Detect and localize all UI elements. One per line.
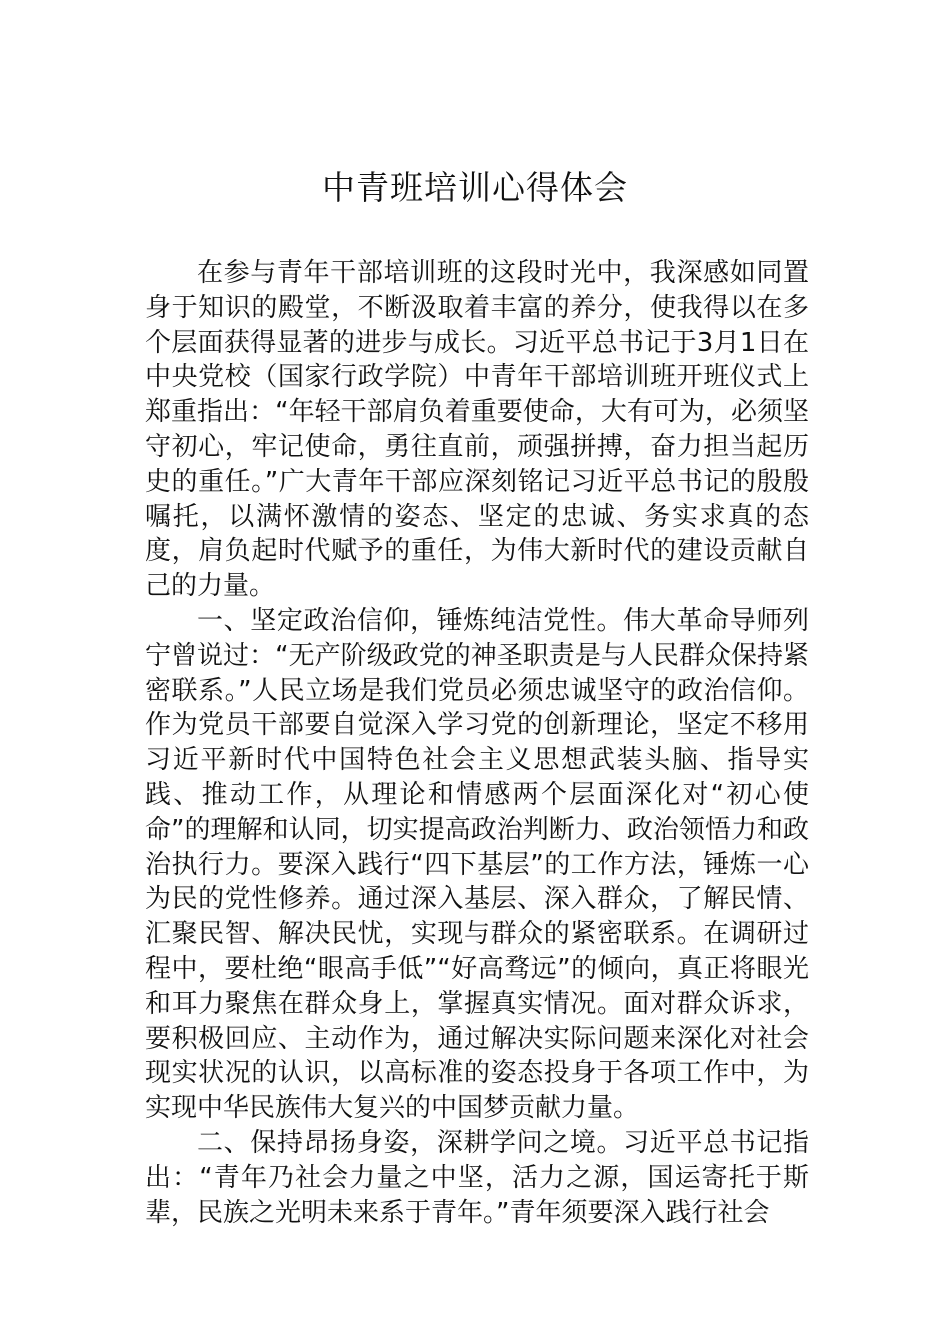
document-title: 中青班培训心得体会 bbox=[322, 168, 628, 207]
paragraph-section-one: 一、坚定政治信仰，锤炼纯洁党性。伟大革命导师列宁曾说过：“无产阶级政党的神圣职责是与人民群众保持紧密联系。”人民立场是我们党员必须忠诚坚守的政治信仰。作为党员干部要自觉深入学习党的创新理论，坚定不移用习近平新时代中国特色社会主义思想武装头脑、指导实践、推动工作，从理论和情感两个层面深化对“初心使命”的理解和认同，切实提高政治判断力、政治领悟力和政治执行力。要深入践行“四下基层”的工作方法，锤炼一心为民的党性修养。通过深入基层、深入群众，了解民情、汇聚民智、解决民忧，实现与群众的紧密联系。在调研过程中，要杜绝“眼高手低”“好高骛远”的倾向，真正将眼光和耳力聚焦在群众身上，掌握真实情况。面对群众诉求，要积极回应、主动作为，通过解决实际问题来深化对社会现实状况的认识，以高标准的姿态投身于各项工作中，为实现中华民族伟大复兴的中国梦贡献力量。 bbox=[145, 605, 809, 1124]
paragraph-section-two: 二、保持昂扬身姿，深耕学问之境。习近平总书记指出：“青年乃社会力量之中坚，活力之源，国运寄托于斯辈，民族之光明未来系于青年。”青年须要深入践行社会 bbox=[145, 1127, 809, 1228]
paragraph-intro: 在参与青年干部培训班的这段时光中，我深感如同置身于知识的殿堂，不断汲取着丰富的养分，使我得以在多个层面获得显著的进步与成长。习近平总书记于3月1日在中央党校（国家行政学院）中青年干部培训班开班仪式上郑重指出：“年轻干部肩负着重要使命，大有可为，必须坚守初心，牢记使命，勇往直前，顽强拼搏，奋力担当起历史的重任。”广大青年干部应深刻铭记习近平总书记的殷殷嘱托，以满怀激情的姿态、坚定的忠诚、务实求真的态度，肩负起时代赋予的重任，为伟大新时代的建设贡献自己的力量。 bbox=[145, 258, 809, 602]
document-body bbox=[145, 256, 809, 1230]
